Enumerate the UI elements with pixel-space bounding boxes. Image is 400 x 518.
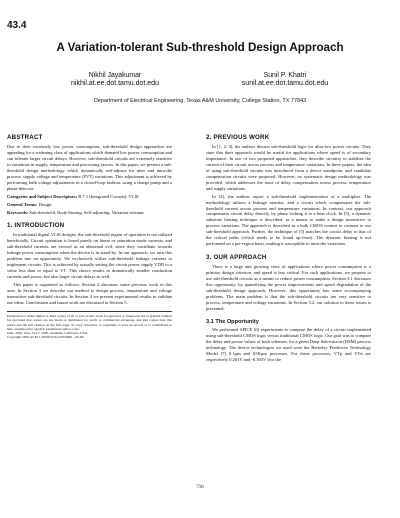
introduction-heading: 1. INTRODUCTION	[7, 222, 65, 230]
paper-title: A Variation-tolerant Sub-threshold Design Approach	[56, 41, 344, 54]
permission-text: Permission to make digital or hard copies of all or part of this work for personal or classroom use is granted without fee provided that copies are not made or distributed for profit or commercial advantage and that copies bear this notice and the full citation on the first page. To copy otherwise, to republish, to post on servers or to redistribute to lists, requires prior specific permission and/or a fee.	[7, 313, 172, 331]
keywords-line	[7, 210, 172, 216]
abstract-text: Due to their extremely low power consumption, sub-threshold design approaches are appealing for a widening class of applications which demand low power consumption and can tolerate larger circuit delays. However, sub-threshold circuits are extremely sensitive to variations in supply, temperature and processing factors. In this paper, we present a sub-threshold design methodology which dynamically self-adjusts for inter and intra-die process, supply voltage and temperature (PVT) variations. This adjustment is achieved by performing bulk voltage adjustments in a closed-loop fashion, using a charge pump and a phase-detector.	[7, 144, 172, 191]
session-number: 43.4	[7, 20, 27, 31]
page-number: 716	[196, 485, 204, 490]
previous-work-paragraph: In [4], the authors report a sub-threshold implementation of a multiplier. The methodology utilizes a leakage monitor, and a circuit which compensates the sub-threshold current across process and temperature variations. In contrast, our approach compensates circuit delay directly, by phase locking it to a beat clock. In [5], a dynamic substrate biasing technique is described, as a means to make a design insensitive to process variations. The approach is described in a bulk CMOS context in contrast to our sub-threshold approach. Further, the technique of [5] matches the circuit delay to that of the critical paths (which needs to be found up-front). The dynamic biasing is not performed on a per-region basis, making it susceptible to intra-die variations.	[206, 193, 371, 247]
categories-line	[7, 194, 172, 200]
approach-paragraph: There is a large and growing class of applications where power consumption is a primary design criterion, and speed is less critical. For such applications, we propose to use sub-threshold circuits as a means to reduce power consumption. Section 3.1 discusses this opportunity, by quantifying the power improvements and speed degradation of the sub-threshold design approach. However, this opportunity has some accompanying problems. The main problem is that the sub-threshold circuits are very sensitive to process, temperature and voltage variations. In Section 3.2, our solution to these issues is presented.	[206, 264, 371, 311]
general-terms-line	[7, 202, 172, 208]
author-email: sunil.at.ee.dot.tamu.dot.edu	[241, 80, 329, 88]
conference-line: DAC 2005, June 13-17, 2005, Anaheim, California, USA.	[7, 331, 89, 336]
left-column	[7, 134, 172, 340]
our-approach-heading: 3. OUR APPROACH	[206, 254, 267, 262]
author-name: Sunil P. Khatri	[263, 72, 307, 79]
general-terms-label: General Terms:	[7, 201, 38, 207]
opportunity-paragraph: We performed SPICE [6] experiments to compare the delay of a circuit implemented using sub-threshold CMOS logic versus traditional CMOS logic. Our goal was to compare the delay and power values of both schemes, for a given Deep Sub-micron (DSM) process technology. The device technologies we used were the Berkeley Predictive Technology Model [7] 0.1µm and 65Kµm processes. For these processes, VTp and VTn are respectively 0.261V and -0.303V (for the	[206, 327, 371, 363]
categories-value: B.7.1 [Integrated Circuits]: VLSI	[78, 193, 139, 199]
intro-paragraph: This paper is organized as follows: Section 2 discusses some previous work in this area. In Section 3 we describe our method to design process, temperature and voltage insensitive sub-threshold circuits. In Section 4 we present experimental results to validate our ideas. Conclusions and future work are discussed in Section 5.	[7, 282, 172, 305]
opportunity-subheading: 3.1 The Opportunity	[206, 318, 259, 325]
keywords-label: Keywords:	[7, 209, 29, 215]
abstract-heading: ABSTRACT	[7, 134, 43, 141]
author-block-2	[200, 72, 370, 89]
previous-work-paragraph: In [1, 2, 3], the authors discuss sub-threshold logic for ultra-low power circuits. They state that their approach would be useful for applications where speed is of secondary importance. In one of two proposed approaches, they describe circuitry to stabilize the current of their circuit across process and temperature variations. In these papers, the idea of using sub-threshold circuits was introduced from a device standpoint, and candidate compensation circuits were proposed. However, no systematic design methodology was provided, which addresses the issue of delay compensation across process, temperature and supply variations.	[206, 144, 371, 191]
general-terms-value: Design	[38, 201, 52, 207]
right-column	[206, 134, 371, 365]
author-block-1	[30, 72, 200, 89]
affiliation: Department of Electrical Engineering, Texas A&M University, College Station, TX 77843	[93, 98, 307, 104]
categories-label: Categories and Subject Descriptors:	[7, 193, 78, 199]
intro-paragraph: In traditional digital VLSI designs, the sub-threshold region of operation is not utilized beneficially. Circuit operation is based purely on linear or saturation mode currents, and sub-threshold currents are viewed as an abnormal evil, since they contribute towards leakage power consumption when the device is in stand-by. In our approach, we turn this problem into an opportunity. We exclusively utilize sub-threshold leakage currents to implement circuits. This is achieved by actually setting the circuit power supply VDD to a value less than or equal to VT. This choice results in dramatically smaller conduction currents and power, but also larger circuit delays as well.	[7, 232, 172, 280]
keywords-value: Sub-threshold, Body-biasing, Self-adjusting, Variation-tolerant	[29, 209, 144, 215]
author-email: nikhil.at.ee.dot.tamu.dot.edu	[71, 80, 159, 88]
copyright-line: Copyright 2005 ACM 1-59593-058-2/05/0006 ...$5.00.	[7, 335, 85, 340]
previous-work-heading: 2. PREVIOUS WORK	[206, 134, 270, 141]
author-name: Nikhil Jayakumar	[88, 72, 142, 79]
permission-footnote	[7, 311, 172, 340]
